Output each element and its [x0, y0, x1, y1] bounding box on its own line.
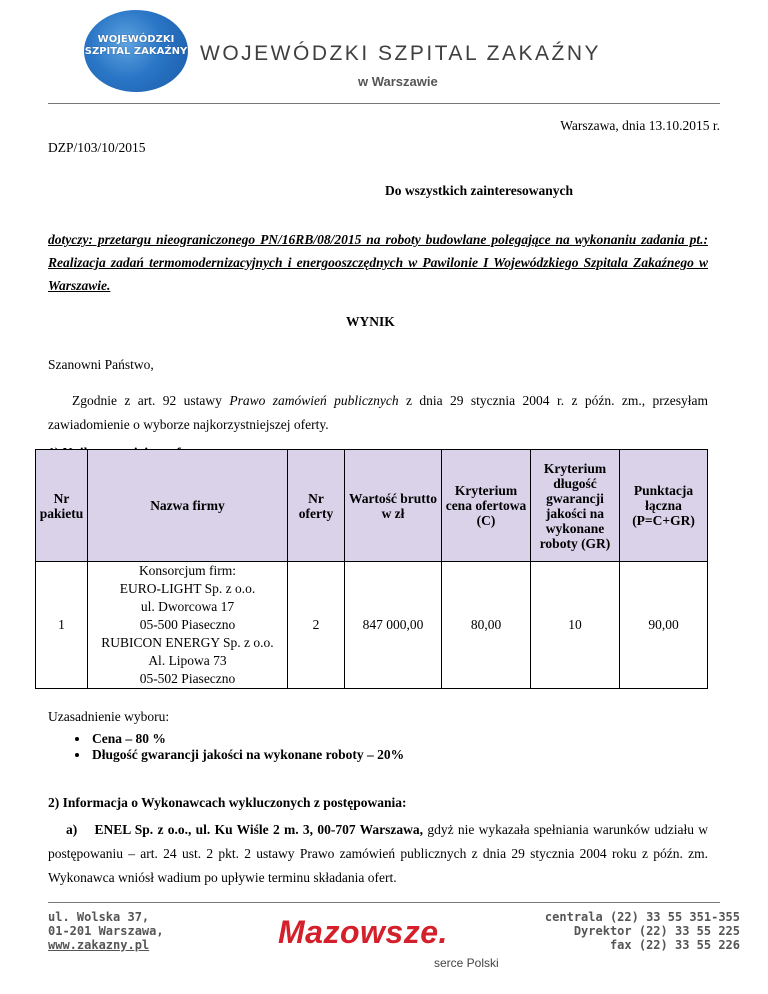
footer-address	[48, 910, 164, 952]
company-line: Konsorcjum firm:	[138, 563, 237, 578]
footer-contacts	[470, 910, 740, 952]
results-table	[35, 449, 708, 689]
reference-number: DZP/103/10/2015	[48, 140, 146, 155]
table-header-row	[36, 450, 708, 562]
justification-label: Uzasadnienie wyboru:	[48, 709, 170, 724]
intro-text-before: Zgodnie z art. 92 ustawy	[72, 393, 230, 408]
excluded-paragraph	[48, 818, 708, 890]
phone-central: centrala (22) 33 55 351-355	[544, 910, 740, 924]
excluded-company: ENEL Sp. z o.o., ul. Ku Wiśle 2 m. 3, 00-707 Warszawa,	[94, 822, 424, 837]
header-package: Nr pakietu	[36, 450, 88, 562]
company-line: Al. Lipowa 73	[148, 653, 227, 668]
list-item: • Cena – 80 %	[90, 731, 404, 747]
section-2-title: 2) Informacja o Wykonawcach wykluczonych z postępowania:	[48, 795, 407, 810]
mazowsze-logo: Mazowsze.	[278, 914, 448, 950]
hospital-logo-text	[84, 34, 188, 58]
cell-total-points: 90,00	[620, 562, 708, 689]
header-offer-no: Nr oferty	[288, 450, 345, 562]
company-line: 05-500 Piaseczno	[139, 617, 236, 632]
place-date: Warszawa, dnia 13.10.2015 r.	[560, 118, 720, 133]
logo-line-1: WOJEWÓDZKI	[97, 34, 175, 45]
address-line-2: 01-201 Warszawa,	[48, 924, 164, 938]
mazowsze-tagline: serce Polski	[434, 956, 499, 970]
cell-warranty-criterion: 10	[531, 562, 620, 689]
intro-text-after: z dnia 29 stycznia 2004 r. z późn. zm., przesyłam zawiadomienie o wyborze najkorzystniejszej oferty.	[48, 393, 708, 432]
header-price-criterion: Kryterium cena ofertowa (C)	[442, 450, 531, 562]
header-warranty-criterion: Kryterium długość gwarancji jakości na wykonane roboty (GR)	[531, 450, 620, 562]
cell-offer-no: 2	[288, 562, 345, 689]
intro-paragraph	[48, 389, 708, 437]
company-line: ul. Dworcowa 17	[140, 599, 235, 614]
list-item: • Długość gwarancji jakości na wykonane roboty – 20%	[90, 747, 404, 763]
cell-package: 1	[36, 562, 88, 689]
company-line: EURO-LIGHT Sp. z o.o.	[119, 581, 256, 596]
cell-company	[88, 562, 288, 689]
header-subtitle: w Warszawie	[358, 74, 438, 89]
cell-gross-value: 847 000,00	[345, 562, 442, 689]
header-divider	[48, 103, 720, 104]
company-line: 05-502 Piaseczno	[139, 671, 236, 686]
footer-divider	[48, 902, 720, 903]
excluded-reason: gdyż nie wykazała spełniania warunków udziału w postępowaniu – art. 24 ust. 2 pkt. 2 ustawy Prawo zamówień publicznych z dnia 29 stycznia 2004 roku z późn. zm. Wykonawca wniósł wadium po upływie terminu składania ofert.	[48, 822, 709, 885]
header-company: Nazwa firmy	[88, 450, 288, 562]
intro-law-name: Prawo zamówień publicznych	[229, 393, 399, 408]
table-row	[36, 562, 708, 689]
subject-line: dotyczy: przetargu nieograniczonego PN/16RB/08/2015 na roboty budowlane polegające na wykonaniu zadania pt.: Realizacja zadań termomodernizacyjnych i energooszczędnych w Pawilonie I Wojewódzkiego Szpitala Zakaźnego w Warszawie.	[48, 232, 708, 293]
fax-number: fax (22) 33 55 226	[609, 938, 740, 952]
excluded-label: a)	[66, 822, 78, 837]
criteria-list	[68, 731, 404, 763]
header-gross-value: Wartość brutto w zł	[345, 450, 442, 562]
header-title: WOJEWÓDZKI SZPITAL ZAKAŹNY	[200, 42, 602, 65]
company-line: RUBICON ENERGY Sp. z o.o.	[101, 635, 274, 650]
cell-price-criterion: 80,00	[442, 562, 531, 689]
phone-director: Dyrektor (22) 33 55 225	[573, 924, 740, 938]
addressee: Do wszystkich zainteresowanych	[385, 183, 573, 198]
header-total-points: Punktacja łączna (P=C+GR)	[620, 450, 708, 562]
salutation: Szanowni Państwo,	[48, 357, 154, 372]
logo-line-2: SZPITAL ZAKAŹNY	[84, 46, 188, 57]
document-heading: WYNIK	[346, 314, 395, 329]
address-line-1: ul. Wolska 37,	[48, 910, 150, 924]
website-link[interactable]: www.zakazny.pl	[48, 938, 150, 952]
